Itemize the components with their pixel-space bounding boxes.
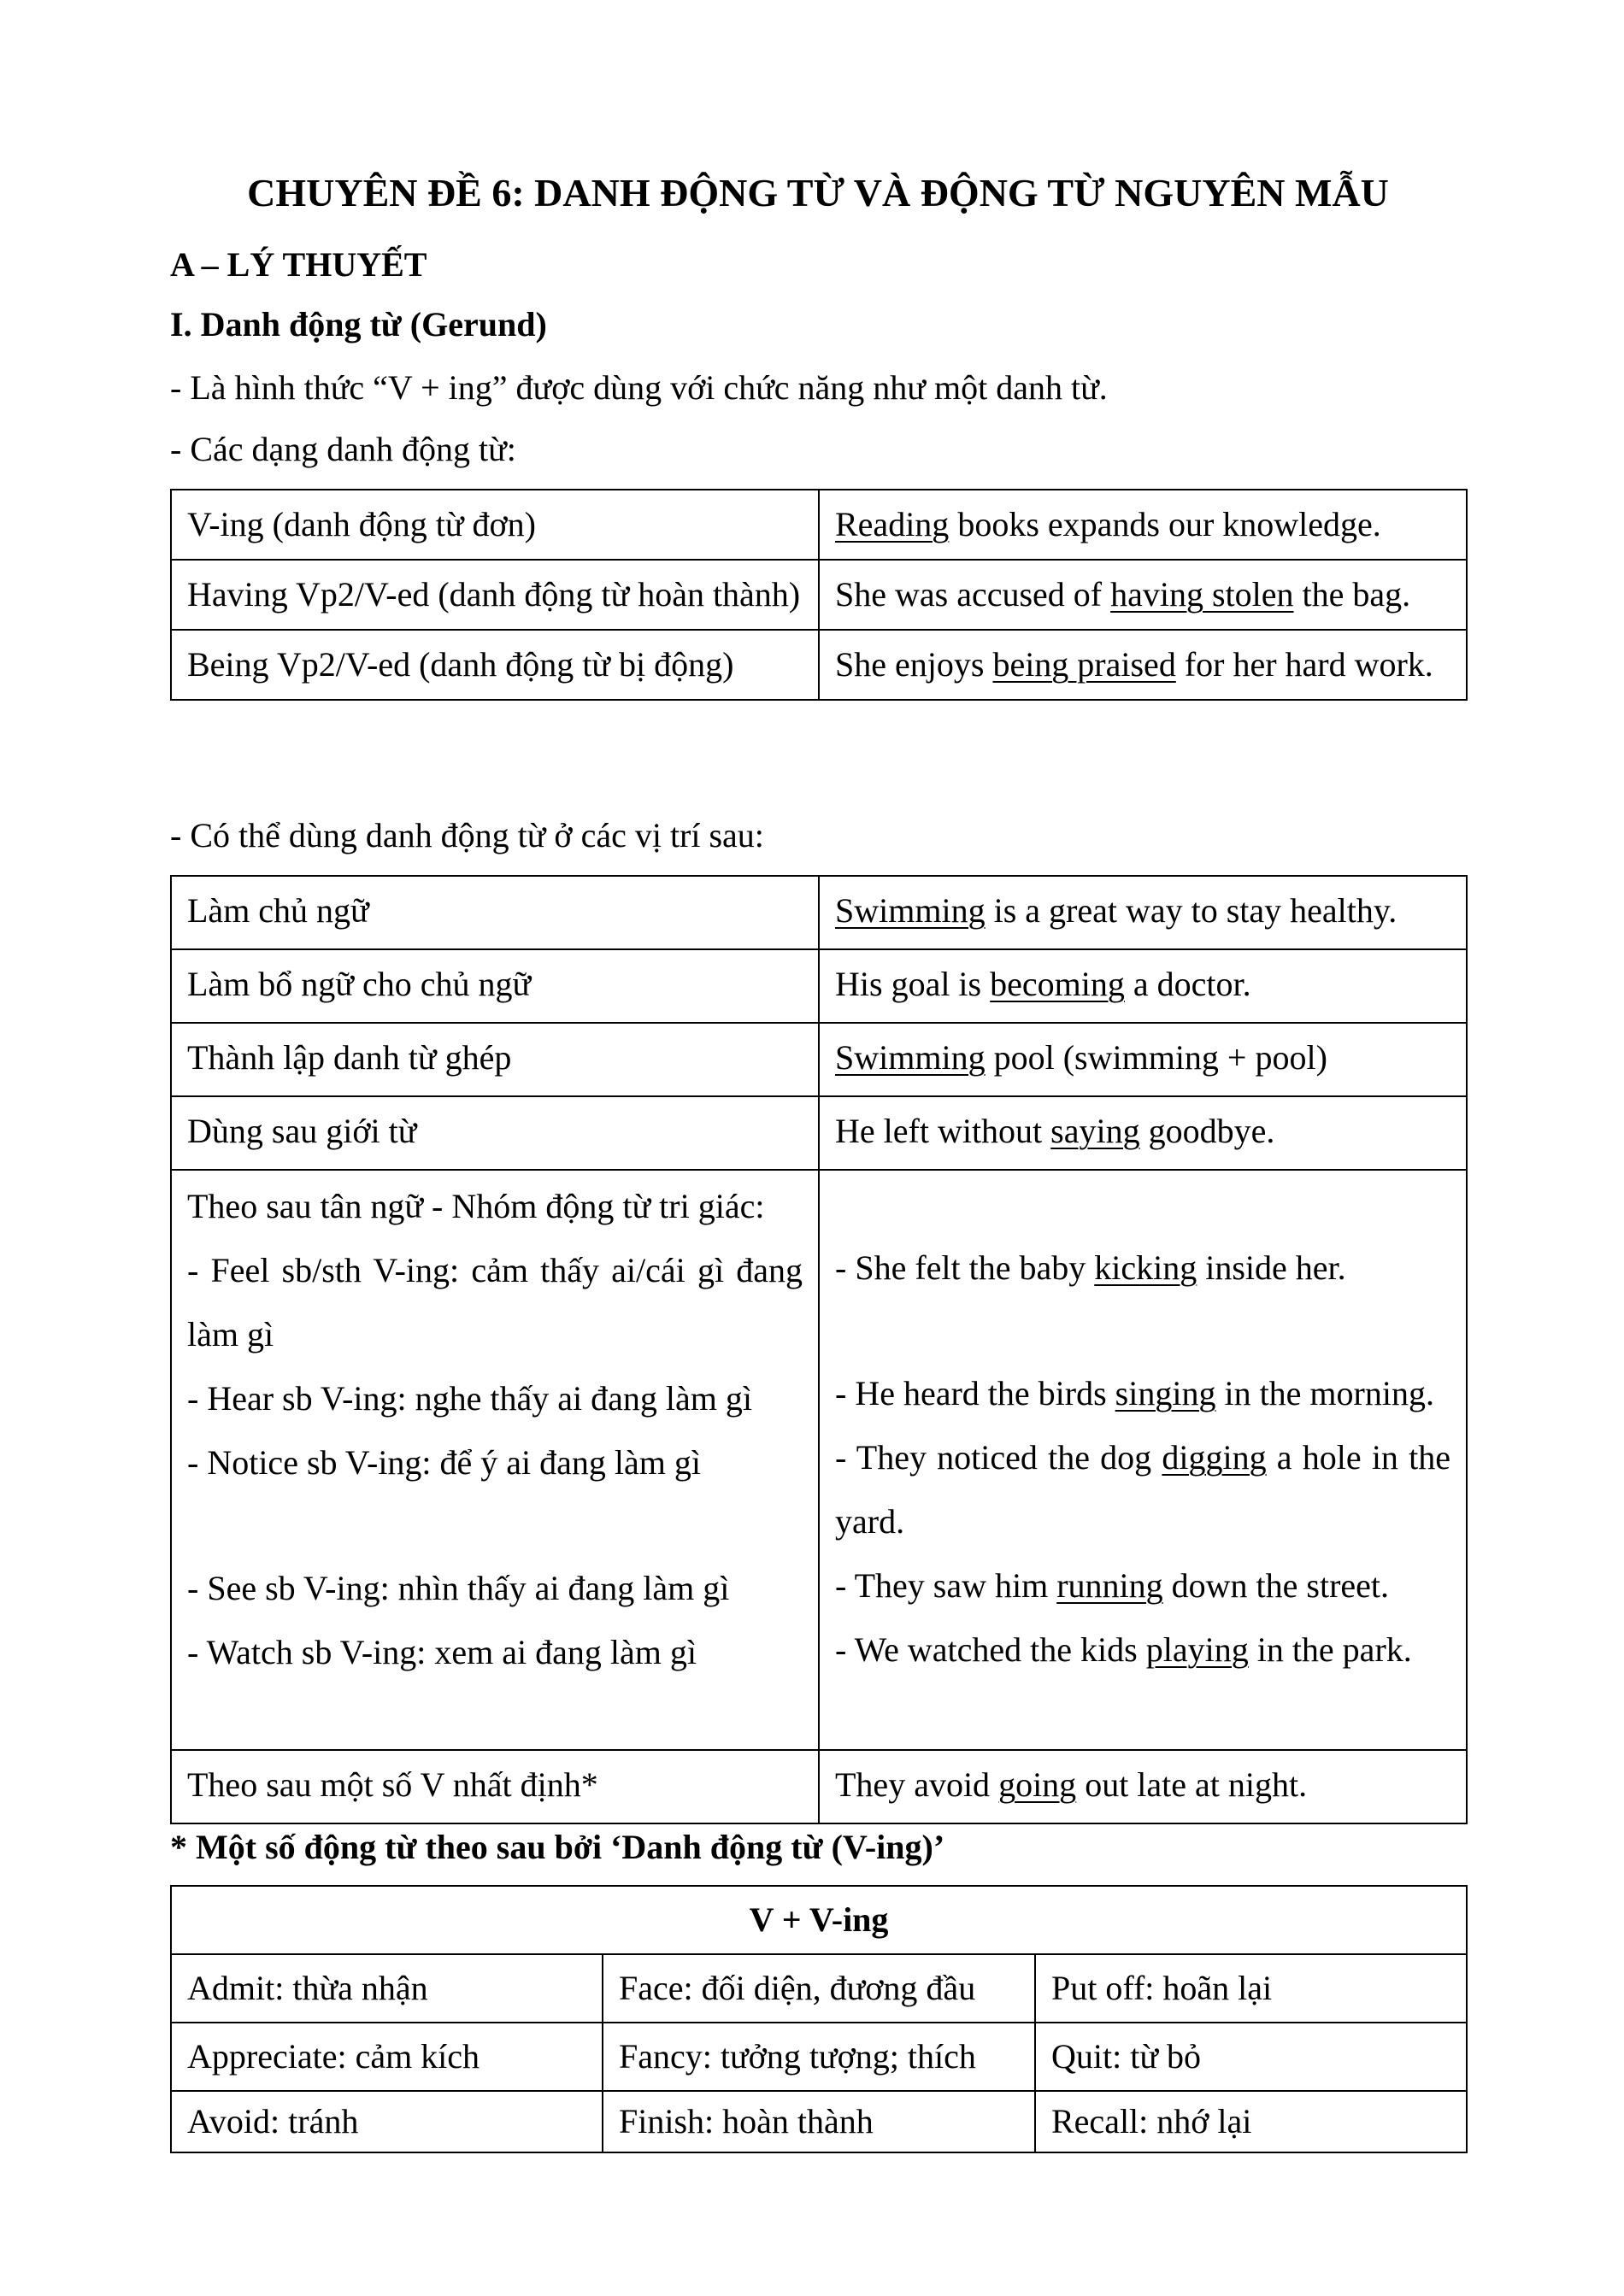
positions-intro: - Có thể dùng danh động từ ở các vị trí sau: xyxy=(170,816,764,854)
underlined-gerund: playing xyxy=(1145,1630,1249,1669)
table-header-row xyxy=(171,1886,1467,1954)
note-heading: * Một số động từ theo sau bởi ‘Danh động từ (V-ing)’ xyxy=(170,1828,945,1866)
perception-item: - Feel sb/sth V-ing: cảm thấy ai/cái gì đang làm gì xyxy=(187,1251,803,1354)
verb-cell: Admit: thừa nhận xyxy=(171,1954,603,2023)
section-i-heading: I. Danh động từ (Gerund) xyxy=(170,305,547,344)
perception-example: - We watched the kids playing in the park. xyxy=(835,1630,1412,1669)
perception-heading: Theo sau tân ngữ - Nhóm động từ tri giác: xyxy=(187,1187,765,1225)
verb-cell: Avoid: tránh xyxy=(171,2091,603,2152)
perception-item: - Hear sb V-ing: nghe thấy ai đang làm gì xyxy=(187,1379,752,1418)
verb-cell: Quit: từ bỏ xyxy=(1035,2023,1467,2091)
position-example: He left without saying goodbye. xyxy=(819,1096,1467,1170)
underlined-gerund: being praised xyxy=(992,645,1176,684)
underlined-gerund: kicking xyxy=(1094,1248,1197,1287)
verb-cell: Put off: hoãn lại xyxy=(1035,1954,1467,2023)
position-label: Thành lập danh từ ghép xyxy=(171,1023,819,1096)
position-label: Theo sau một số V nhất định* xyxy=(171,1750,819,1823)
table-row xyxy=(171,949,1467,1023)
position-label: Dùng sau giới từ xyxy=(171,1096,819,1170)
table-row xyxy=(171,490,1467,560)
underlined-gerund: becoming xyxy=(990,965,1125,1003)
section-a-heading: A – LÝ THUYẾT xyxy=(170,245,427,284)
table-row xyxy=(171,876,1467,949)
table-row-perception xyxy=(171,1170,1467,1750)
form-example: Reading books expands our knowledge. xyxy=(819,490,1467,560)
verb-cell: Finish: hoàn thành xyxy=(603,2091,1035,2152)
position-example: They avoid going out late at night. xyxy=(819,1750,1467,1823)
perception-item: - Notice sb V-ing: để ý ai đang làm gì xyxy=(187,1443,702,1482)
underlined-gerund: Reading xyxy=(835,505,950,543)
underlined-gerund: Swimming xyxy=(835,1038,986,1077)
table-row xyxy=(171,1023,1467,1096)
underlined-gerund: going xyxy=(998,1765,1077,1804)
perception-item: - See sb V-ing: nhìn thấy ai đang làm gì xyxy=(187,1569,730,1607)
perception-verbs-cell xyxy=(171,1170,819,1750)
underlined-gerund: singing xyxy=(1115,1374,1216,1412)
table-row xyxy=(171,2091,1467,2152)
perception-example: - She felt the baby kicking inside her. xyxy=(835,1248,1346,1287)
perception-examples-cell xyxy=(819,1170,1467,1750)
perception-example: - They saw him running down the street. xyxy=(835,1566,1390,1605)
perception-example: - They noticed the dog digging a hole in the yard. xyxy=(835,1438,1450,1541)
forms-intro: - Các dạng danh động từ: xyxy=(170,430,516,468)
form-example: She was accused of having stolen the bag. xyxy=(819,560,1467,630)
verb-ing-table xyxy=(170,1885,1468,2153)
form-label: V-ing (danh động từ đơn) xyxy=(171,490,819,560)
underlined-gerund: Swimming xyxy=(835,891,986,930)
spacer xyxy=(187,1494,803,1556)
page-title: CHUYÊN ĐỀ 6: DANH ĐỘNG TỪ VÀ ĐỘNG TỪ NGUYÊN MẪU xyxy=(247,171,1389,214)
spacer xyxy=(835,1300,1450,1361)
table-row xyxy=(171,1096,1467,1170)
position-example: Swimming is a great way to stay healthy. xyxy=(819,876,1467,949)
form-label: Being Vp2/V-ed (danh động từ bị động) xyxy=(171,630,819,700)
underlined-gerund: running xyxy=(1056,1566,1163,1605)
underlined-gerund: having stolen xyxy=(1110,575,1294,614)
gerund-positions-table xyxy=(170,875,1468,1824)
form-example: She enjoys being praised for her hard work. xyxy=(819,630,1467,700)
table-row xyxy=(171,2023,1467,2091)
form-label: Having Vp2/V-ed (danh động từ hoàn thành) xyxy=(171,560,819,630)
position-label: Làm bổ ngữ cho chủ ngữ xyxy=(171,949,819,1023)
spacer xyxy=(187,1684,803,1746)
verb-cell: Fancy: tưởng tượng; thích xyxy=(603,2023,1035,2091)
verb-cell: Face: đối diện, đương đầu xyxy=(603,1954,1035,2023)
gerund-forms-table xyxy=(170,489,1468,701)
position-label: Làm chủ ngữ xyxy=(171,876,819,949)
definition-line: - Là hình thức “V + ing” được dùng với chức năng như một danh từ. xyxy=(170,368,1108,407)
perception-example: - He heard the birds singing in the morning. xyxy=(835,1374,1434,1412)
table-header: V + V-ing xyxy=(171,1886,1467,1954)
verb-cell: Recall: nhớ lại xyxy=(1035,2091,1467,2152)
verb-cell: Appreciate: cảm kích xyxy=(171,2023,603,2091)
underlined-gerund: digging xyxy=(1162,1438,1267,1477)
spacer xyxy=(835,1174,1450,1236)
table-row xyxy=(171,1954,1467,2023)
perception-item: - Watch sb V-ing: xem ai đang làm gì xyxy=(187,1633,697,1671)
underlined-gerund: saying xyxy=(1050,1112,1140,1150)
table-row xyxy=(171,560,1467,630)
position-example: Swimming pool (swimming + pool) xyxy=(819,1023,1467,1096)
table-row xyxy=(171,630,1467,700)
position-example: His goal is becoming a doctor. xyxy=(819,949,1467,1023)
table-row xyxy=(171,1750,1467,1823)
